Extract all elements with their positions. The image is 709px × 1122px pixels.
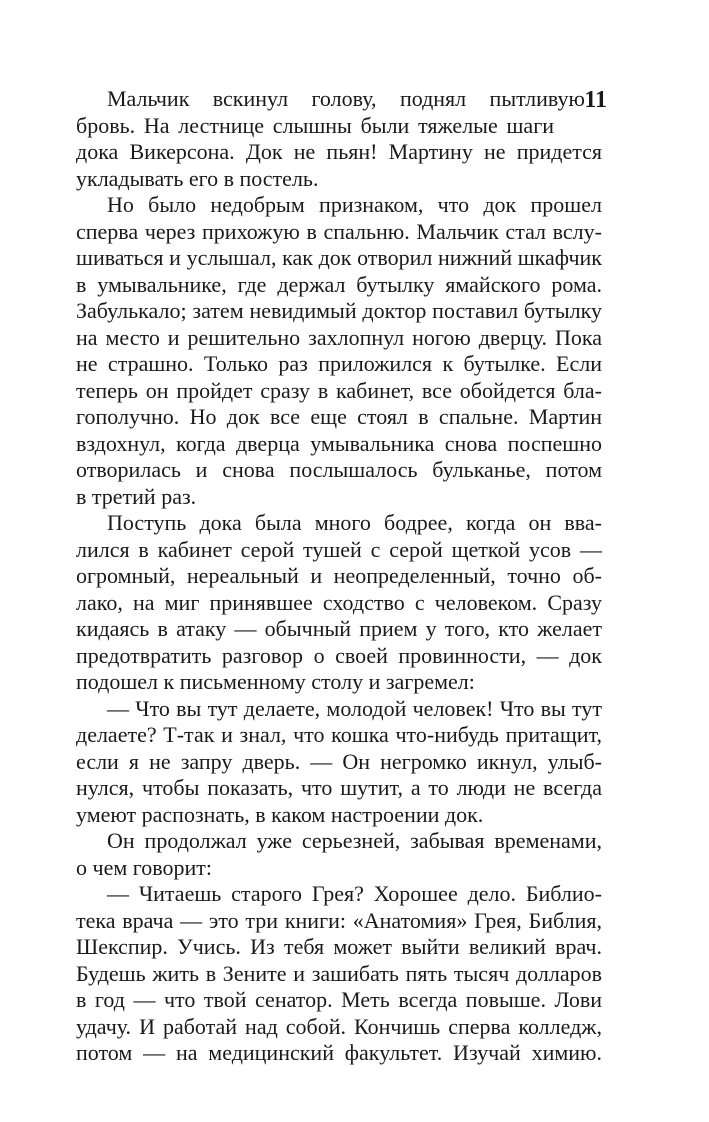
- text-line: в год — что твой сенатор. Меть всегда повыше. Лови: [76, 987, 602, 1012]
- text-line: Поступь дока была много бодрее, когда он вва-: [107, 510, 602, 535]
- text-line: теперь он пройдет сразу в кабинет, все обойдется бла-: [76, 377, 602, 403]
- text-line: Забулькало; затем невидимый доктор поставил бутылку: [76, 298, 602, 323]
- text-line: Будешь жить в Зените и зашибать пять тысяч долларов: [76, 960, 602, 986]
- text-line: о чем говорит:: [76, 854, 212, 880]
- text-line: в третий раз.: [76, 483, 197, 509]
- page-number: 11: [584, 87, 607, 113]
- text-line: нулся, чтобы показать, что шутит, а то люди не всегда: [76, 775, 602, 800]
- text-line: удачу. И работай над собой. Кончишь сперва колледж,: [76, 1013, 602, 1039]
- text-line: делаете? Т-так и знал, что кошка что-нибудь притащит,: [76, 722, 602, 747]
- text-line: Но было недобрым признаком, что док прошел: [107, 192, 602, 217]
- text-line: если я не запру дверь. — Он негромко икнул, улыб-: [76, 748, 602, 774]
- text-line: огромный, нереальный и неопределенный, точно об-: [76, 563, 602, 588]
- text-line: лился в кабинет серой тушей с серой щеткой усов —: [76, 536, 602, 562]
- text-line: кидаясь в атаку — обычный прием у того, кто желает: [76, 616, 602, 641]
- text-line: потом — на медицинский факультет. Изучай химию.: [76, 1040, 602, 1065]
- text-line: — Читаешь старого Грея? Хорошее дело. Библио-: [107, 881, 602, 906]
- text-line: лако, на миг принявшее сходство с человеком. Сразу: [76, 589, 602, 615]
- text-line: не страшно. Только раз приложился к бутылке. Если: [76, 351, 602, 376]
- text-line: сперва через прихожую в спальню. Мальчик стал вслу-: [76, 218, 602, 244]
- text-line: — Что вы тут делаете, молодой человек! Что вы тут: [107, 695, 602, 721]
- text-line: отворилась и снова послышалось бульканье, потом: [76, 457, 602, 482]
- text-line: шиваться и услышал, как док отворил нижний шкафчик: [76, 245, 602, 270]
- text-line: предотвратить разговор о своей провинности, — док: [76, 642, 602, 668]
- text-line: в умывальнике, где держал бутылку ямайского рома.: [76, 271, 602, 297]
- text-line: подошел к письменному столу и загремел:: [76, 669, 475, 694]
- text-line: Шекспир. Учись. Из тебя может выйти великий врач.: [76, 934, 602, 959]
- text-line: гополучно. Но док все еще стоял в спальне. Мартин: [76, 404, 602, 429]
- text-line: Он продолжал уже серьезней, забывая временами,: [107, 828, 602, 853]
- text-line: умеют распознать, в каком настроении док.: [76, 801, 484, 827]
- text-line: дока Викерсона. Док не пьян! Мартину не придется: [76, 139, 602, 164]
- text-line: на место и решительно захлопнул ногою дверцу. Пока: [76, 324, 602, 350]
- body-text: [76, 86, 602, 1067]
- text-line: тека врача — это три книги: «Анатомия» Грея, Библия,: [76, 907, 602, 933]
- text-line: вздохнул, когда дверца умывальника снова поспешно: [76, 430, 602, 456]
- text-line: Мальчик вскинул голову, поднял пытливую: [107, 86, 585, 111]
- text-line: укладывать его в постель.: [76, 165, 319, 191]
- text-line: бровь. На лестнице слышны были тяжелые шаги: [76, 112, 554, 138]
